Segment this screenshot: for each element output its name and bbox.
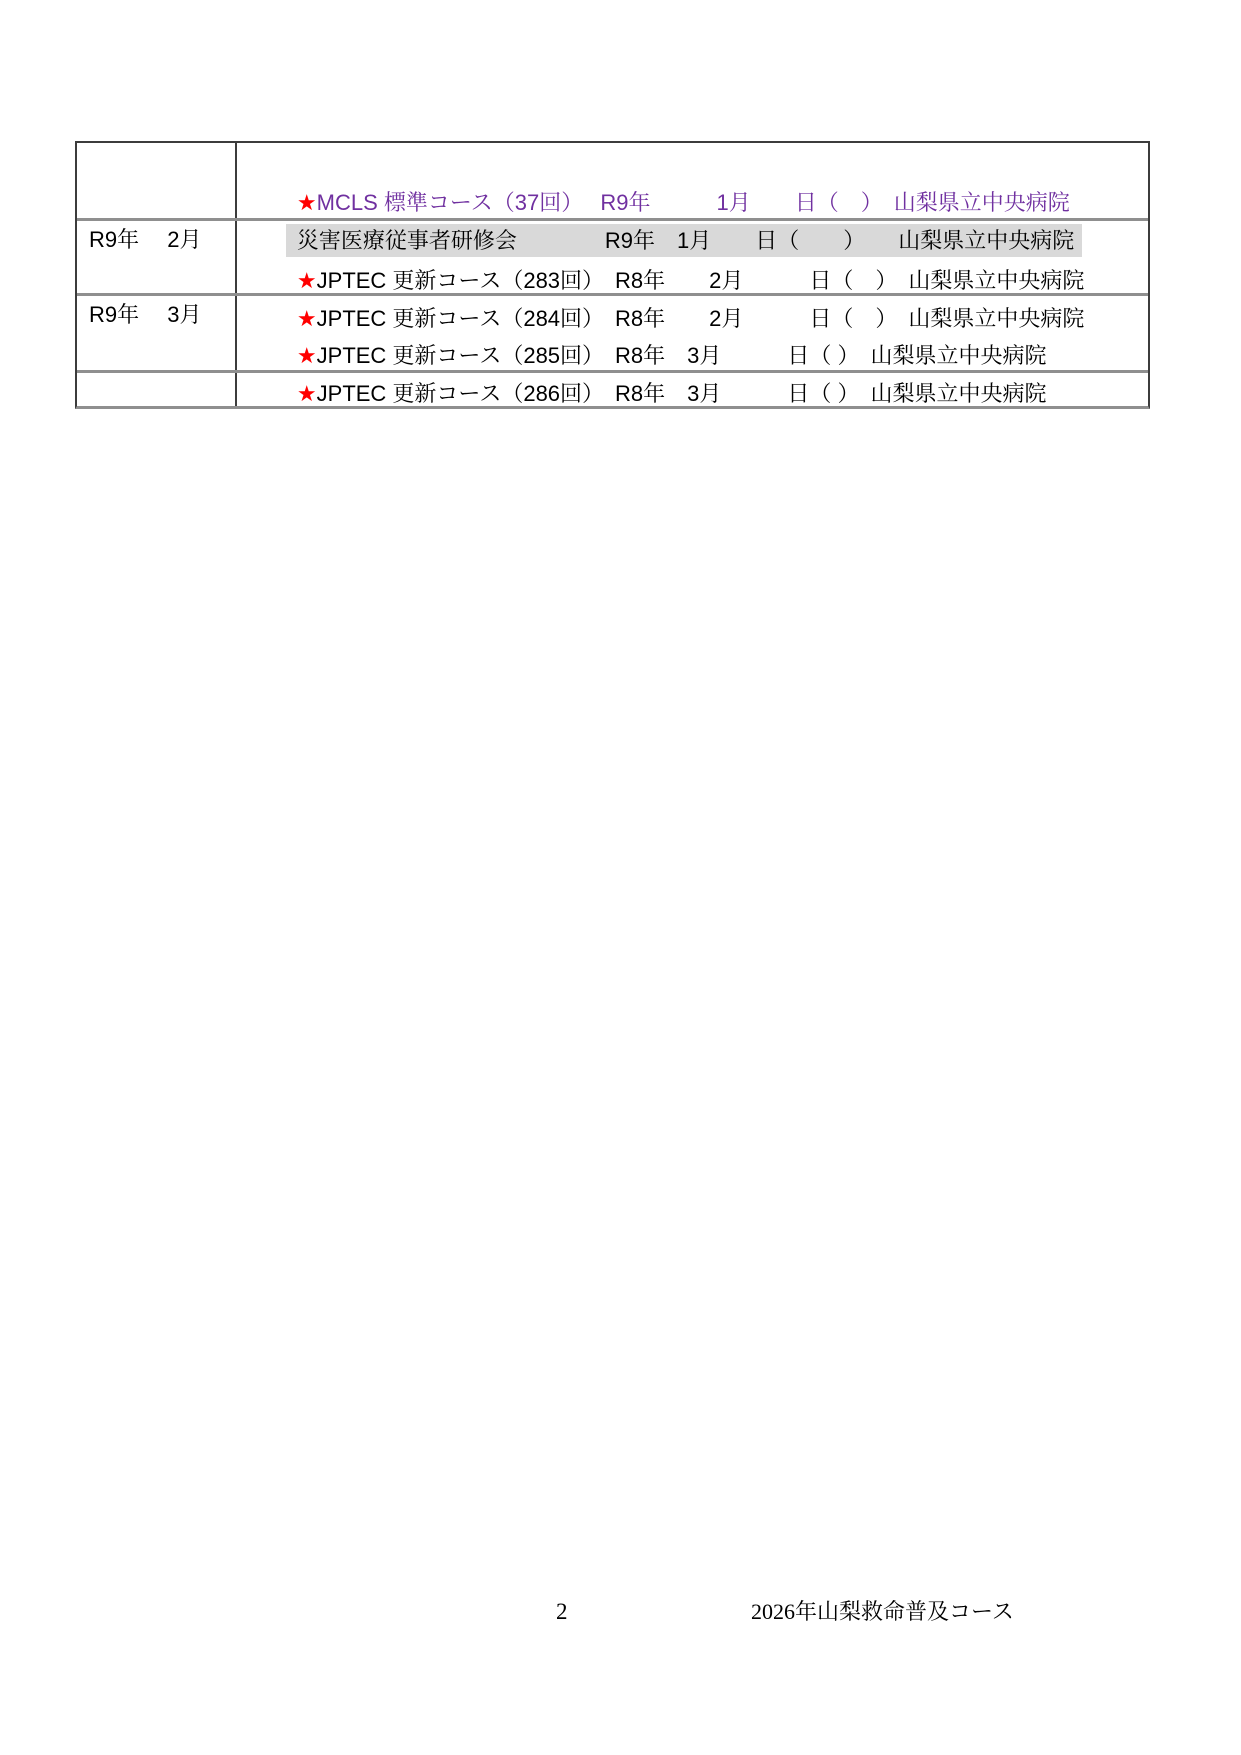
month-cell-feb: R9年 2月 — [89, 227, 202, 252]
event-line-jptec-283 — [237, 224, 1148, 293]
schedule-table — [75, 141, 1150, 409]
event-text-highlighted: 災害医療従事者研修会 R9年 1月 日（ ） 山梨県立中央病院 — [286, 224, 1082, 257]
event-line-disaster-training — [237, 184, 1148, 253]
star-icon: ★ — [296, 381, 317, 406]
footer-doc-title: 2026年山梨救命普及コース — [751, 1599, 1014, 1624]
star-icon: ★ — [296, 190, 317, 215]
event-line-jptec-285 — [237, 299, 1148, 368]
event-text: JPTEC 更新コース（285回） R8年 3月 日（ ） 山梨県立中央病院 — [316, 343, 1047, 368]
event-line-mcls — [237, 146, 1148, 215]
star-icon: ★ — [296, 343, 317, 368]
event-text: MCLS 標準コース（37回） R9年 1月 日（ ） 山梨県立中央病院 — [316, 190, 1070, 215]
star-icon: ★ — [296, 268, 317, 293]
event-text: JPTEC 更新コース（286回） R8年 3月 日（ ） 山梨県立中央病院 — [316, 381, 1047, 406]
event-column — [237, 143, 1148, 406]
month-cell-mar: R9年 3月 — [89, 302, 202, 327]
event-line-jptec-286 — [237, 337, 1148, 406]
event-text: JPTEC 更新コース（283回） R8年 2月 日（ ） 山梨県立中央病院 — [316, 268, 1085, 293]
event-text: JPTEC 更新コース（284回） R8年 2月 日（ ） 山梨県立中央病院 — [316, 306, 1085, 331]
star-icon: ★ — [296, 306, 317, 331]
event-line-jptec-284 — [237, 262, 1148, 331]
footer-page-number: 2 — [556, 1599, 568, 1624]
